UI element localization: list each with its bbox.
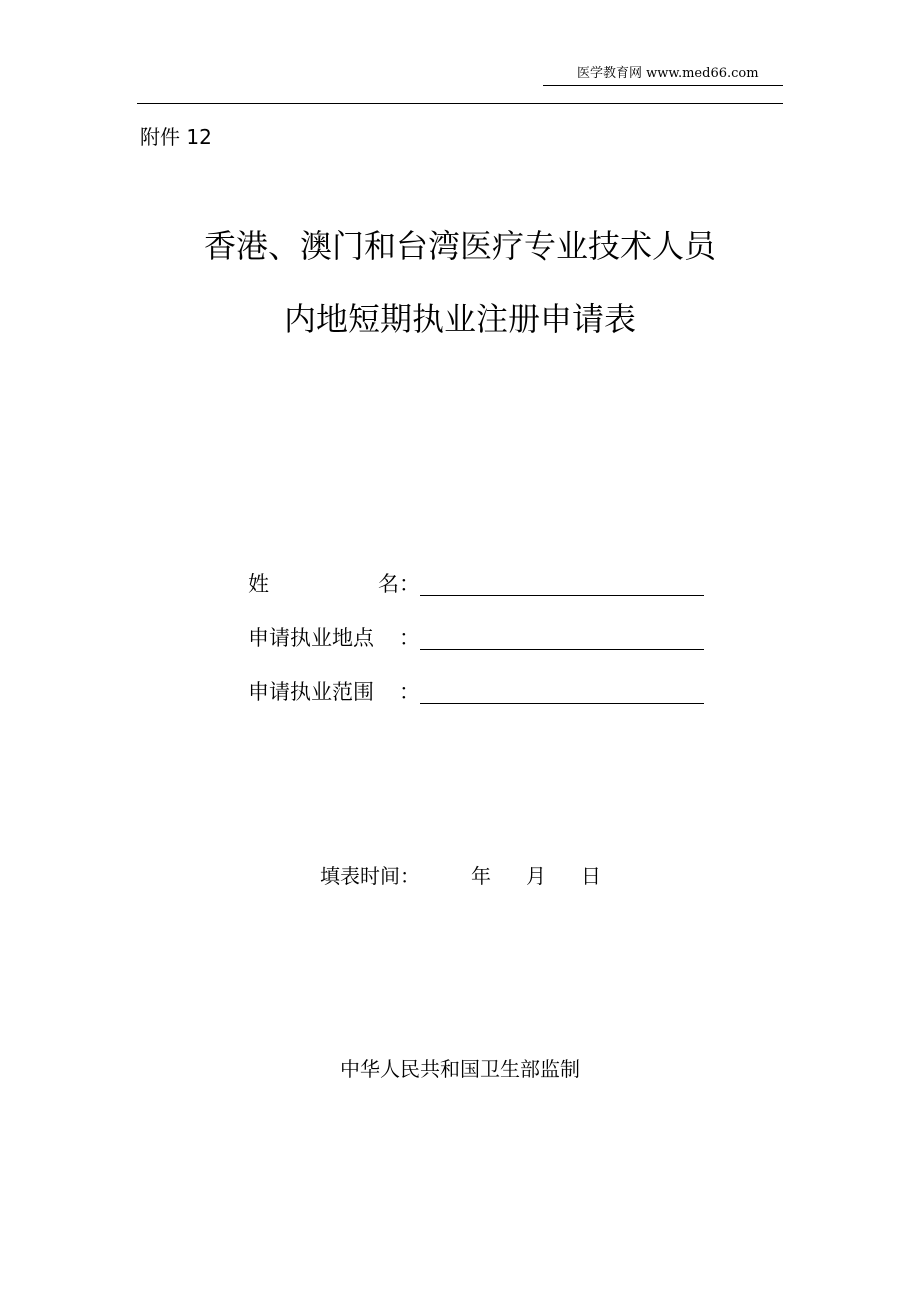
document-title-line-1: 香港、澳门和台湾医疗专业技术人员 [203,227,716,265]
practice-scope-input-line[interactable] [420,703,704,704]
fill-date-label: 填表时间： [320,864,420,888]
practice-location-label-text: 申请执业地点 [248,626,374,650]
practice-scope-label-text: 申请执业范围 [248,680,374,704]
practice-scope-field-label [248,678,420,706]
attachment-label: 附件 12 [140,125,212,149]
header-divider [137,103,783,104]
name-input-line[interactable] [420,595,704,596]
practice-location-field-label [248,624,420,652]
header-underline [543,85,783,86]
name-label-spread [248,570,399,598]
name-field-label [248,570,420,598]
practice-location-label-colon: ： [399,626,420,650]
name-label-first-char: 姓 [248,572,269,596]
name-label-last-char: 名 [378,572,399,596]
name-label-colon: ： [399,572,420,596]
header-site-text: 医学教育网 www.med66.com [577,66,759,81]
document-title-line-2: 内地短期执业注册申请表 [283,300,636,338]
fill-date-month: 月 [526,864,546,888]
name-field-row [248,568,704,598]
practice-location-input-line[interactable] [420,649,704,650]
practice-scope-field-row [248,676,704,706]
practice-location-field-row [248,622,704,652]
fill-date-year: 年 [471,864,491,888]
practice-scope-label-colon: ： [399,680,420,704]
fill-date-day: 日 [581,864,601,888]
issuer-footer: 中华人民共和国卫生部监制 [340,1057,580,1081]
